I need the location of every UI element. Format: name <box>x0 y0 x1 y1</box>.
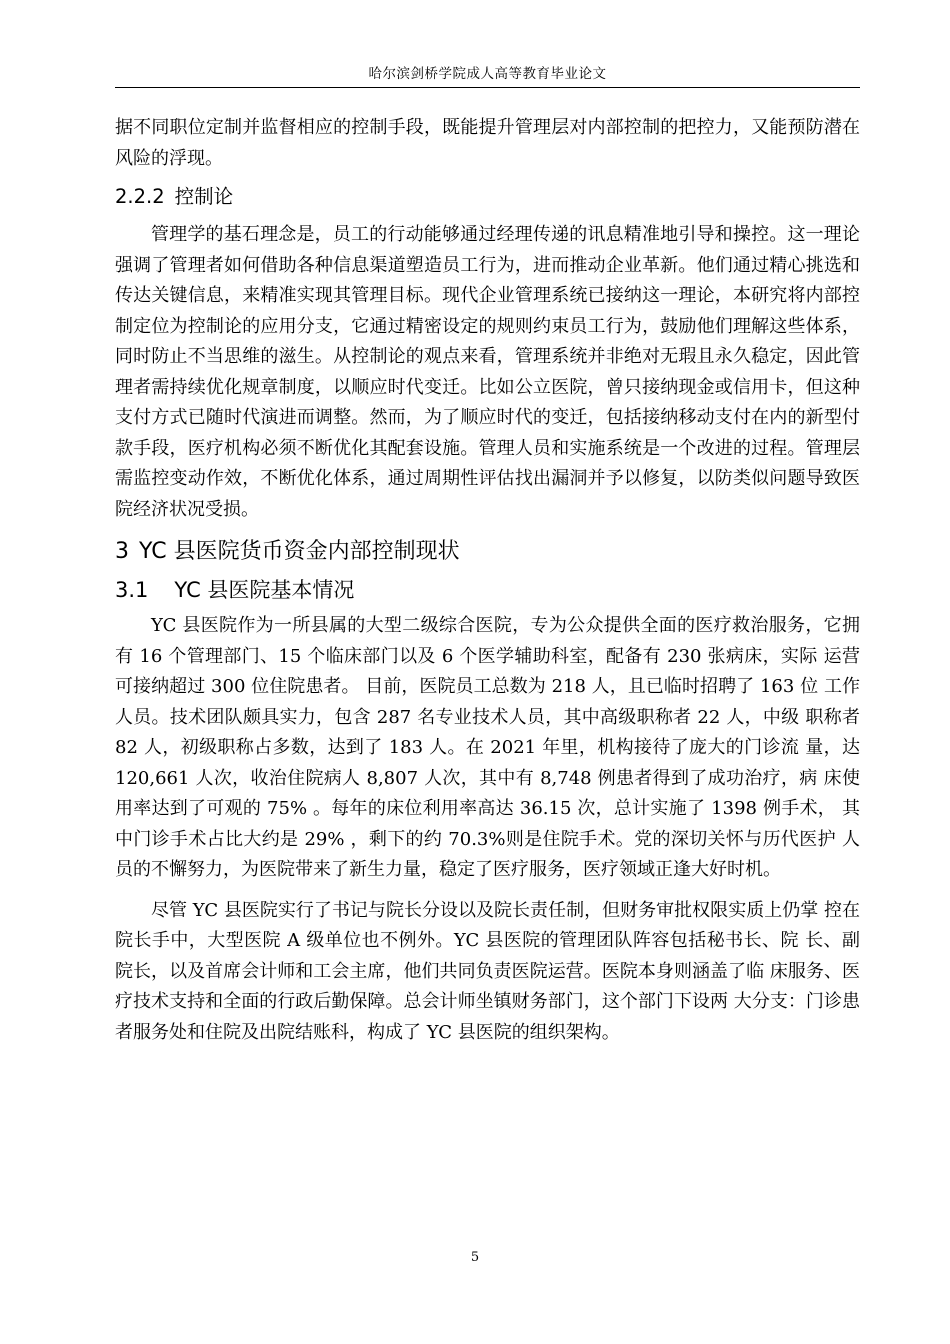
section-heading-3-1 <box>115 575 860 605</box>
section-number: 2.2.2 <box>115 185 165 208</box>
section-title: 控制论 <box>174 185 234 208</box>
running-header: 哈尔滨剑桥学院成人高等教育毕业论文 <box>368 66 607 82</box>
chapter-number: 3 <box>115 539 129 564</box>
paragraph-control-theory: 管理学的基石理念是，员工的行动能够通过经理传递的讯息精准地引导和操控。这一理论强调了管理者如何借助各种信息渠道塑造员工行为，进而推动企业革新。他们通过精心挑选和传达关键信息，来精准实现其管理目标。现代企业管理系统已接纳这一理论，本研究将内部控制定位为控制论的应用分支，它通过精密设定的规则约束员工行为，鼓励他们理解这些体系，同时防止不当思维的滋生。从控制论的观点来看，管理系统并非绝对无瑕且永久稳定，因此管理者需持续优化规章制度，以顺应时代变迁。比如公立医院，曾只接纳现金或信用卡，但这种支付方式已随时代演进而调整。然而，为了顺应时代的变迁，包括接纳移动支付在内的新型付款手段，医疗机构必须不断优化其配套设施。管理人员和实施系统是一个改进的过程。管理层需监控变动作效，不断优化体系，通过周期性评估找出漏洞并予以修复，以防类似问题导致医院经济状况受损。 <box>115 224 860 520</box>
document-body <box>115 113 860 1048</box>
page-number: 5 <box>470 1250 480 1265</box>
paragraph-gap <box>115 886 860 896</box>
chapter-title: YC 县医院货币资金内部控制现状 <box>139 539 460 564</box>
section-heading-2-2-2 <box>115 184 860 210</box>
chapter-heading-3 <box>115 537 860 567</box>
section-title: YC 县医院基本情况 <box>174 578 355 602</box>
paragraph-intro: 据不同职位定制并监督相应的控制手段，既能提升管理层对内部控制的把控力，又能预防潜在风险的浮现。 <box>115 117 860 169</box>
paragraph-hospital-basics: YC 县医院作为一所县属的大型二级综合医院，专为公众提供全面的医疗救治服务，它拥有 16 个管理部门、15 个临床部门以及 6 个医学辅助科室，配备有 230 张病床，实际 运营可接纳超过 300 位住院患者。 目前，医院员工总数为 218 人，且已临时招聘了 163 位 工作人员。技术团队颇具实力，包含 287 名专业技术人员，其中高级职称者 22 人，中级 职称者 82 人，初级职称占多数，达到了 183 人。在 2021 年里，机构接待了庞大的门诊流 量，达 120,661 人次，收治住院病人 8,807 人次，其中有 8,748 例患者得到了成功治疗，病 床使用率达到了可观的 75% 。每年的床位利用率高达 36.15 次，总计实施了 1398 例手术， 其中门诊手术占比大约是 29% ，剩下的约 70.3%则是住院手术。党的深切关怀与历代医护 人员的不懈努力，为医院带来了新生力量，稳定了医疗服务，医疗领域正逢大好时机。 <box>115 615 860 880</box>
header-rule <box>115 87 860 88</box>
paragraph-organization: 尽管 YC 县医院实行了书记与院长分设以及院长责任制，但财务审批权限实质上仍掌 控在院长手中，大型医院 A 级单位也不例外。YC 县医院的管理团队阵容包括秘书长、院 长、副院长，以及首席会计师和工会主席，他们共同负责医院运营。医院本身则涵盖了临 床服务、医疗技术支持和全面的行政后勤保障。总会计师坐镇财务部门，这个部门下设两 大分支：门诊患者服务处和住院及出院结账科，构成了 YC 县医院的组织架构。 <box>115 899 860 1043</box>
section-number: 3.1 <box>115 578 149 602</box>
